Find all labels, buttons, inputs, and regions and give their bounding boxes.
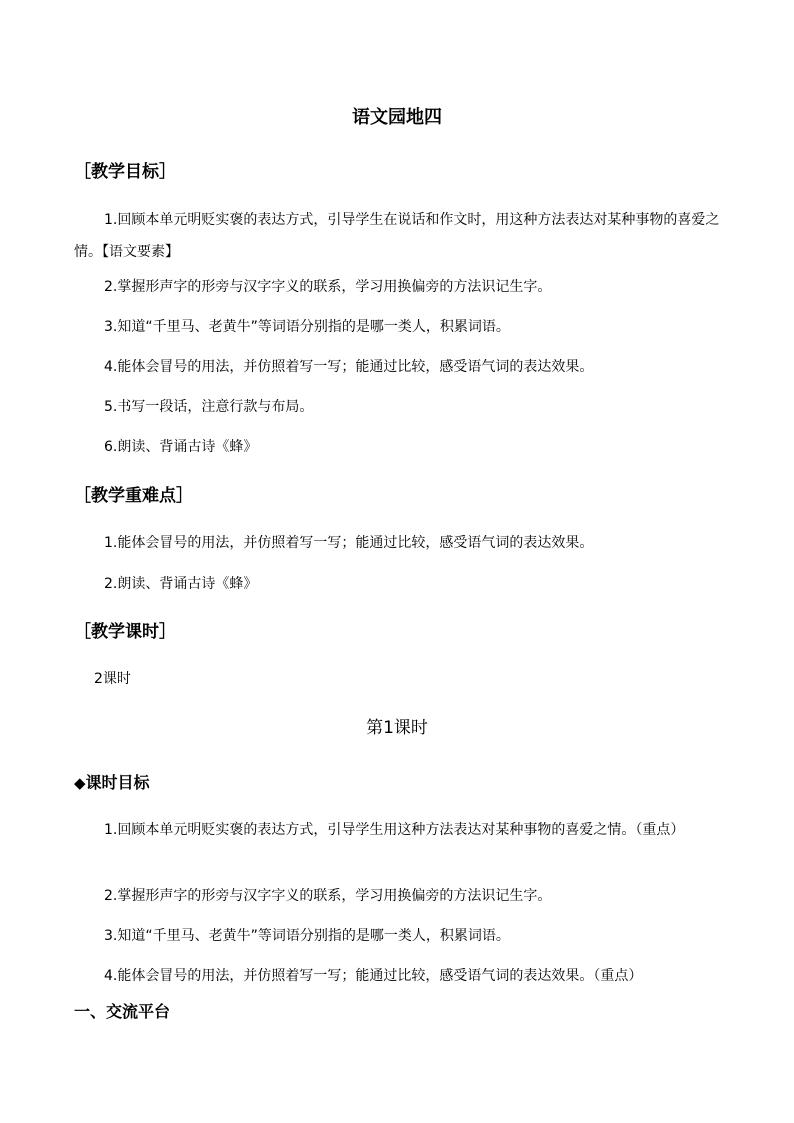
goal-item-1: 1.回顾本单元明贬实褒的表达方式，引导学生在说话和作文时，用这种方法表达对某种事物的喜爱之情。【语文要素】	[74, 212, 720, 260]
lesson-goal-item-3: 3.知道“千里马、老黄牛”等词语分别指的是哪一类人，积累词语。	[104, 928, 510, 944]
key-point-item-2: 2.朗读、背诵古诗《蜂》	[104, 576, 258, 592]
lesson-1-title: 第1课时	[366, 718, 428, 738]
key-point-item-1: 1.能体会冒号的用法，并仿照着写一写；能通过比较，感受语气词的表达效果。	[104, 535, 594, 551]
page-title: 语文园地四	[352, 107, 442, 128]
lesson-goals-heading-text: 课时目标	[85, 773, 150, 792]
diamond-icon: ◆	[74, 774, 86, 792]
section-exchange-platform-heading: 一、交流平台	[74, 1002, 171, 1021]
goal-item-4: 4.能体会冒号的用法，并仿照着写一写；能通过比较，感受语气词的表达效果。	[104, 359, 594, 375]
lesson-goals-heading	[74, 771, 150, 795]
lesson-goal-item-4: 4.能体会冒号的用法，并仿照着写一写；能通过比较，感受语气词的表达效果。（重点）	[104, 968, 643, 984]
teaching-goals-heading: ［教学目标］	[74, 162, 176, 182]
teaching-hours-value: 2课时	[94, 671, 131, 687]
goal-item-3: 3.知道“千里马、老黄牛”等词语分别指的是哪一类人，积累词语。	[104, 319, 510, 335]
teaching-hours-heading: ［教学课时］	[74, 622, 176, 642]
goal-item-2: 2.掌握形声字的形旁与汉字字义的联系，学习用换偏旁的方法识记生字。	[104, 279, 552, 295]
lesson-goal-item-1: 1.回顾本单元明贬实褒的表达方式，引导学生用这种方法表达对某种事物的喜爱之情。（重点）	[104, 822, 685, 838]
goal-item-6: 6.朗读、背诵古诗《蜂》	[104, 439, 258, 455]
goal-item-5: 5.书写一段话，注意行款与布局。	[104, 399, 314, 415]
key-points-heading: ［教学重难点］	[74, 486, 193, 506]
lesson-goal-item-2: 2.掌握形声字的形旁与汉字字义的联系，学习用换偏旁的方法识记生字。	[104, 888, 552, 904]
